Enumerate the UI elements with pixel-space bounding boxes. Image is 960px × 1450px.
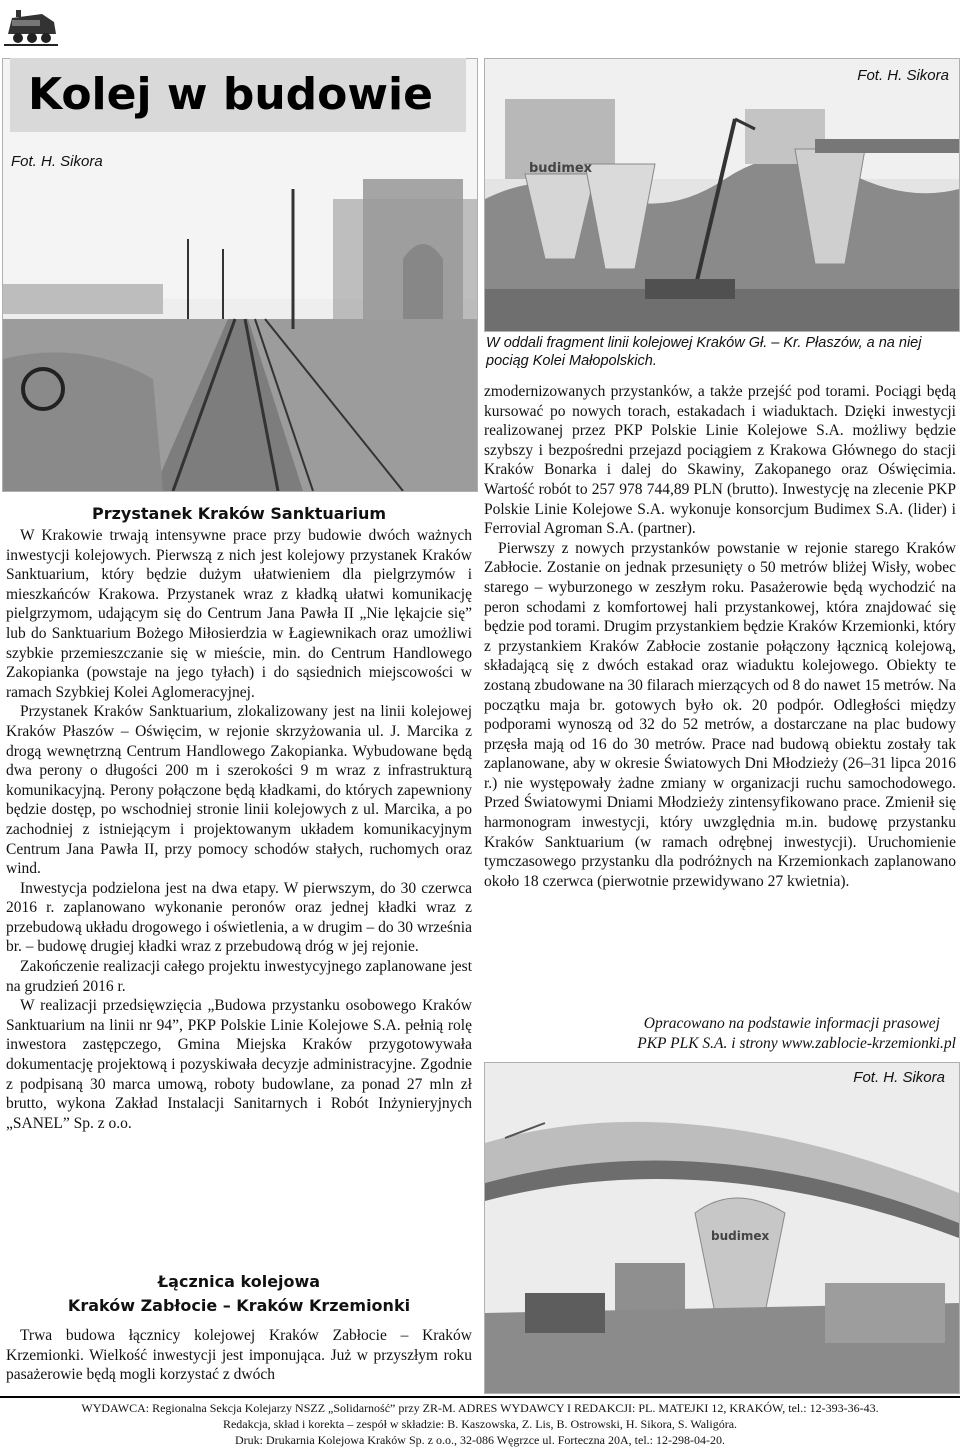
left-column-text (6, 1326, 472, 1385)
paragraph: W realizacji przedsięwzięcia „Budowa przystanku osobowego Kraków Sanktuarium na linii nr 94”, PKP Polskie Linie Kolejowe S.A. pełnią rolę inwestora zastępczego, Gmina Miejska Kraków przygotowywała dokumentację projektową i pozyskiwała decyzje administracyjne. Zgodnie z podpisaną 30 marca umową, roboty budowlane, za ponad 27 mln zł brutto, wykona Zakład Instalacji Sanitarnych i Robót Inżynieryjnych „SANEL” Sp. z o.o. (6, 997, 472, 1132)
footer-rule (0, 1396, 960, 1398)
footer-line-publisher: WYDAWCA: Regionalna Sekcja Kolejarzy NSZZ „Solidarność” przy ZR-M. ADRES WYDAWCY I REDAKCJI: PL. MATEJKI 12, KRAKÓW, tel.: 12-393-36-43. (81, 1401, 879, 1415)
photo-caption: W oddali fragment linii kolejowej Kraków Gł. – Kr. Płaszów, a na niej pociąg Kolei Małopolskich. (486, 335, 922, 369)
section-heading (4, 1270, 474, 1318)
footer (0, 1400, 960, 1448)
locomotive-logo-icon (2, 4, 60, 48)
photo-credit: Fot. H. Sikora (857, 67, 949, 84)
section-heading-line: Łącznica kolejowa (157, 1272, 321, 1291)
photo-credit: Fot. H. Sikora (11, 153, 103, 170)
source-note (484, 1014, 956, 1054)
section-heading: Przystanek Kraków Sanktuarium (91, 504, 387, 523)
paragraph: zmodernizowanych przystanków, a także przejść pod torami. Pociągi będą kursować po nowych torach, estakadach i wiaduktach. Dzięki inwestycji realizowanej przez PKP Polskie Linie Kolejowe S.A. możliwy będzie szybszy i bezpośredni przejazd pociągiem z Krakowa Głównego do stacji Kraków Bonarka i dalej do Skawiny, Zakopanego oraz Oświęcimia. Wartość robót to 257 978 744,89 PLN (brutto). Inwestycję na zlecenie PKP Polskie Linie Kolejowe S.A. wykonuje konsorcjum Budimex S.A. (lider) i Ferrovial Agroman S.A. (partner). (484, 383, 956, 538)
section-heading-line: Kraków Zabłocie – Kraków Krzemionki (67, 1296, 411, 1315)
footer-line-printer: Druk: Drukarnia Kolejowa Kraków Sp. z o.o., 32-086 Węgrzce ul. Forteczna 20A, tel.: 12-298-04-20. (235, 1433, 725, 1447)
right-column-text (484, 382, 956, 891)
paragraph: Przystanek Kraków Sanktuarium, zlokalizowany jest na linii kolejowej Kraków Płaszów – Oświęcim, w rejonie skrzyżowania ul. J. Marcika z drogą wewnętrzną Centrum Handlowego Zakopianka. Wybudowane będą dwa perony o długości 200 m i szerokości 9 m wraz z infrastrukturą komunikacyjną. Perony połączone będą kładkami, do których zapewniony będzie dostęp, po wschodniej stronie linii kolejowych z ul. Marcika, a po zachodniej z istniejącym i projektowanym układem komunikacyjnym Centrum Jana Pawła II, przy pomocy schodów stałych, ruchomych oraz wind. (6, 703, 472, 878)
page-title (10, 58, 466, 132)
paragraph: Pierwszy z nowych przystanków powstanie w rejonie starego Kraków Zabłocie. Zostanie on jednak przesunięty o 50 metrów bliżej Wisły, wobec starego – wyburzonego w zeszłym roku. Pasażerowie będą wychodzić na peron schodami z komfortowej hali przystankowej, która znajdować się będzie pod torami. Drugim przystankiem będzie Kraków Krzemionki, który z przystankiem Kraków Zabłocie zostanie połączony łącznicą kolejową, składającą się z dwóch estakad oraz wiaduktu kolejowego. Obiekty te zostaną zbudowane na 30 filarach mierzących od 8 do nawet 15 metrów. Na początku maja br. gotowych było ok. 20 podpór. Odległości między podporami wynoszą od 32 do 52 metrów, a dostarczane na plac budowy przęsła mają od 16 do 30 metrów. Prace nad budową obiektu zostały tak zaplanowane, aby w okresie Światowych Dni Młodzieży (26–31 lipca 2016 r.) nie występowały żadne zmiany w organizacji ruchu samochodowego. Przed Światowymi Dniami Młodzieży zintensyfikowano prace. Zmienił się harmonogram inwestycji, który uwzględnia m.in. budowę przystanku Kraków Sanktuarium (w ramach odrębnej inwestycji). Uruchomienie tymczasowego przystanku dla podróżnych na Krzemionkach zaplanowano około 18 czerwca (pierwotnie przewidywano 27 kwietnia). (484, 539, 956, 890)
photo-banner-text: budimex (529, 161, 593, 176)
photo-viaduct (484, 1062, 960, 1394)
footer-line-editors: Redakcja, skład i korekta – zespół w składzie: B. Kaszowska, Z. Lis, B. Ostrowski, H. Sikora, S. Waligóra. (222, 1417, 738, 1431)
source-note-line: PKP PLK S.A. i strony www.zablocie-krzemionki.pl (637, 1035, 956, 1052)
paragraph: Trwa budowa łącznicy kolejowej Kraków Zabłocie – Kraków Krzemionki. Wielkość inwestycji jest imponująca. Już w przyszłym roku pasażerowie będą mogli korzystać z dwóch (6, 1327, 472, 1384)
photo-credit: Fot. H. Sikora (853, 1069, 945, 1086)
page-title-text: Kolej w budowie (28, 69, 433, 120)
source-note-line: Opracowano na podstawie informacji prasowej (643, 1015, 940, 1032)
paragraph: W Krakowie trwają intensywne prace przy budowie dwóch ważnych inwestycji kolejowych. Pierwszą z nich jest kolejowy przystanek Kraków Sanktuarium, który będzie dużym ułatwieniem dla pielgrzymów i mieszkańców Krakowa. Przystanek wraz z kładką ułatwi komunikację pielgrzymom, udającym się do Centrum Jana Pawła II „Nie lękajcie się” lub do Sanktuarium Bożego Miłosierdzia w Łagiewnikach oraz umożliwi szybkie przemieszczanie się w mieście, min. do Centrum Handlowego Zakopianka (powstaje na jego tyłach) i do sąsiednich miejscowości w ramach Szybkiej Kolei Aglomeracyjnej. (6, 527, 472, 701)
paragraph: Inwestycja podzielona jest na dwa etapy. W pierwszym, do 30 czerwca 2016 r. zaplanowano wykonanie peronów oraz jednej kładki wraz z przebudową układu drogowego i oświetlenia, a w drugim – do 30 września br. – budowę drugiej kładki wraz z przebudową dróg w jej rejonie. (6, 879, 472, 956)
photo-banner-text: budimex (711, 1229, 770, 1243)
paragraph: Zakończenie realizacji całego projektu inwestycyjnego zaplanowane jest na grudzień 2016 r. (6, 958, 472, 995)
left-column-text (6, 526, 472, 1133)
photo-construction-site (484, 58, 960, 332)
